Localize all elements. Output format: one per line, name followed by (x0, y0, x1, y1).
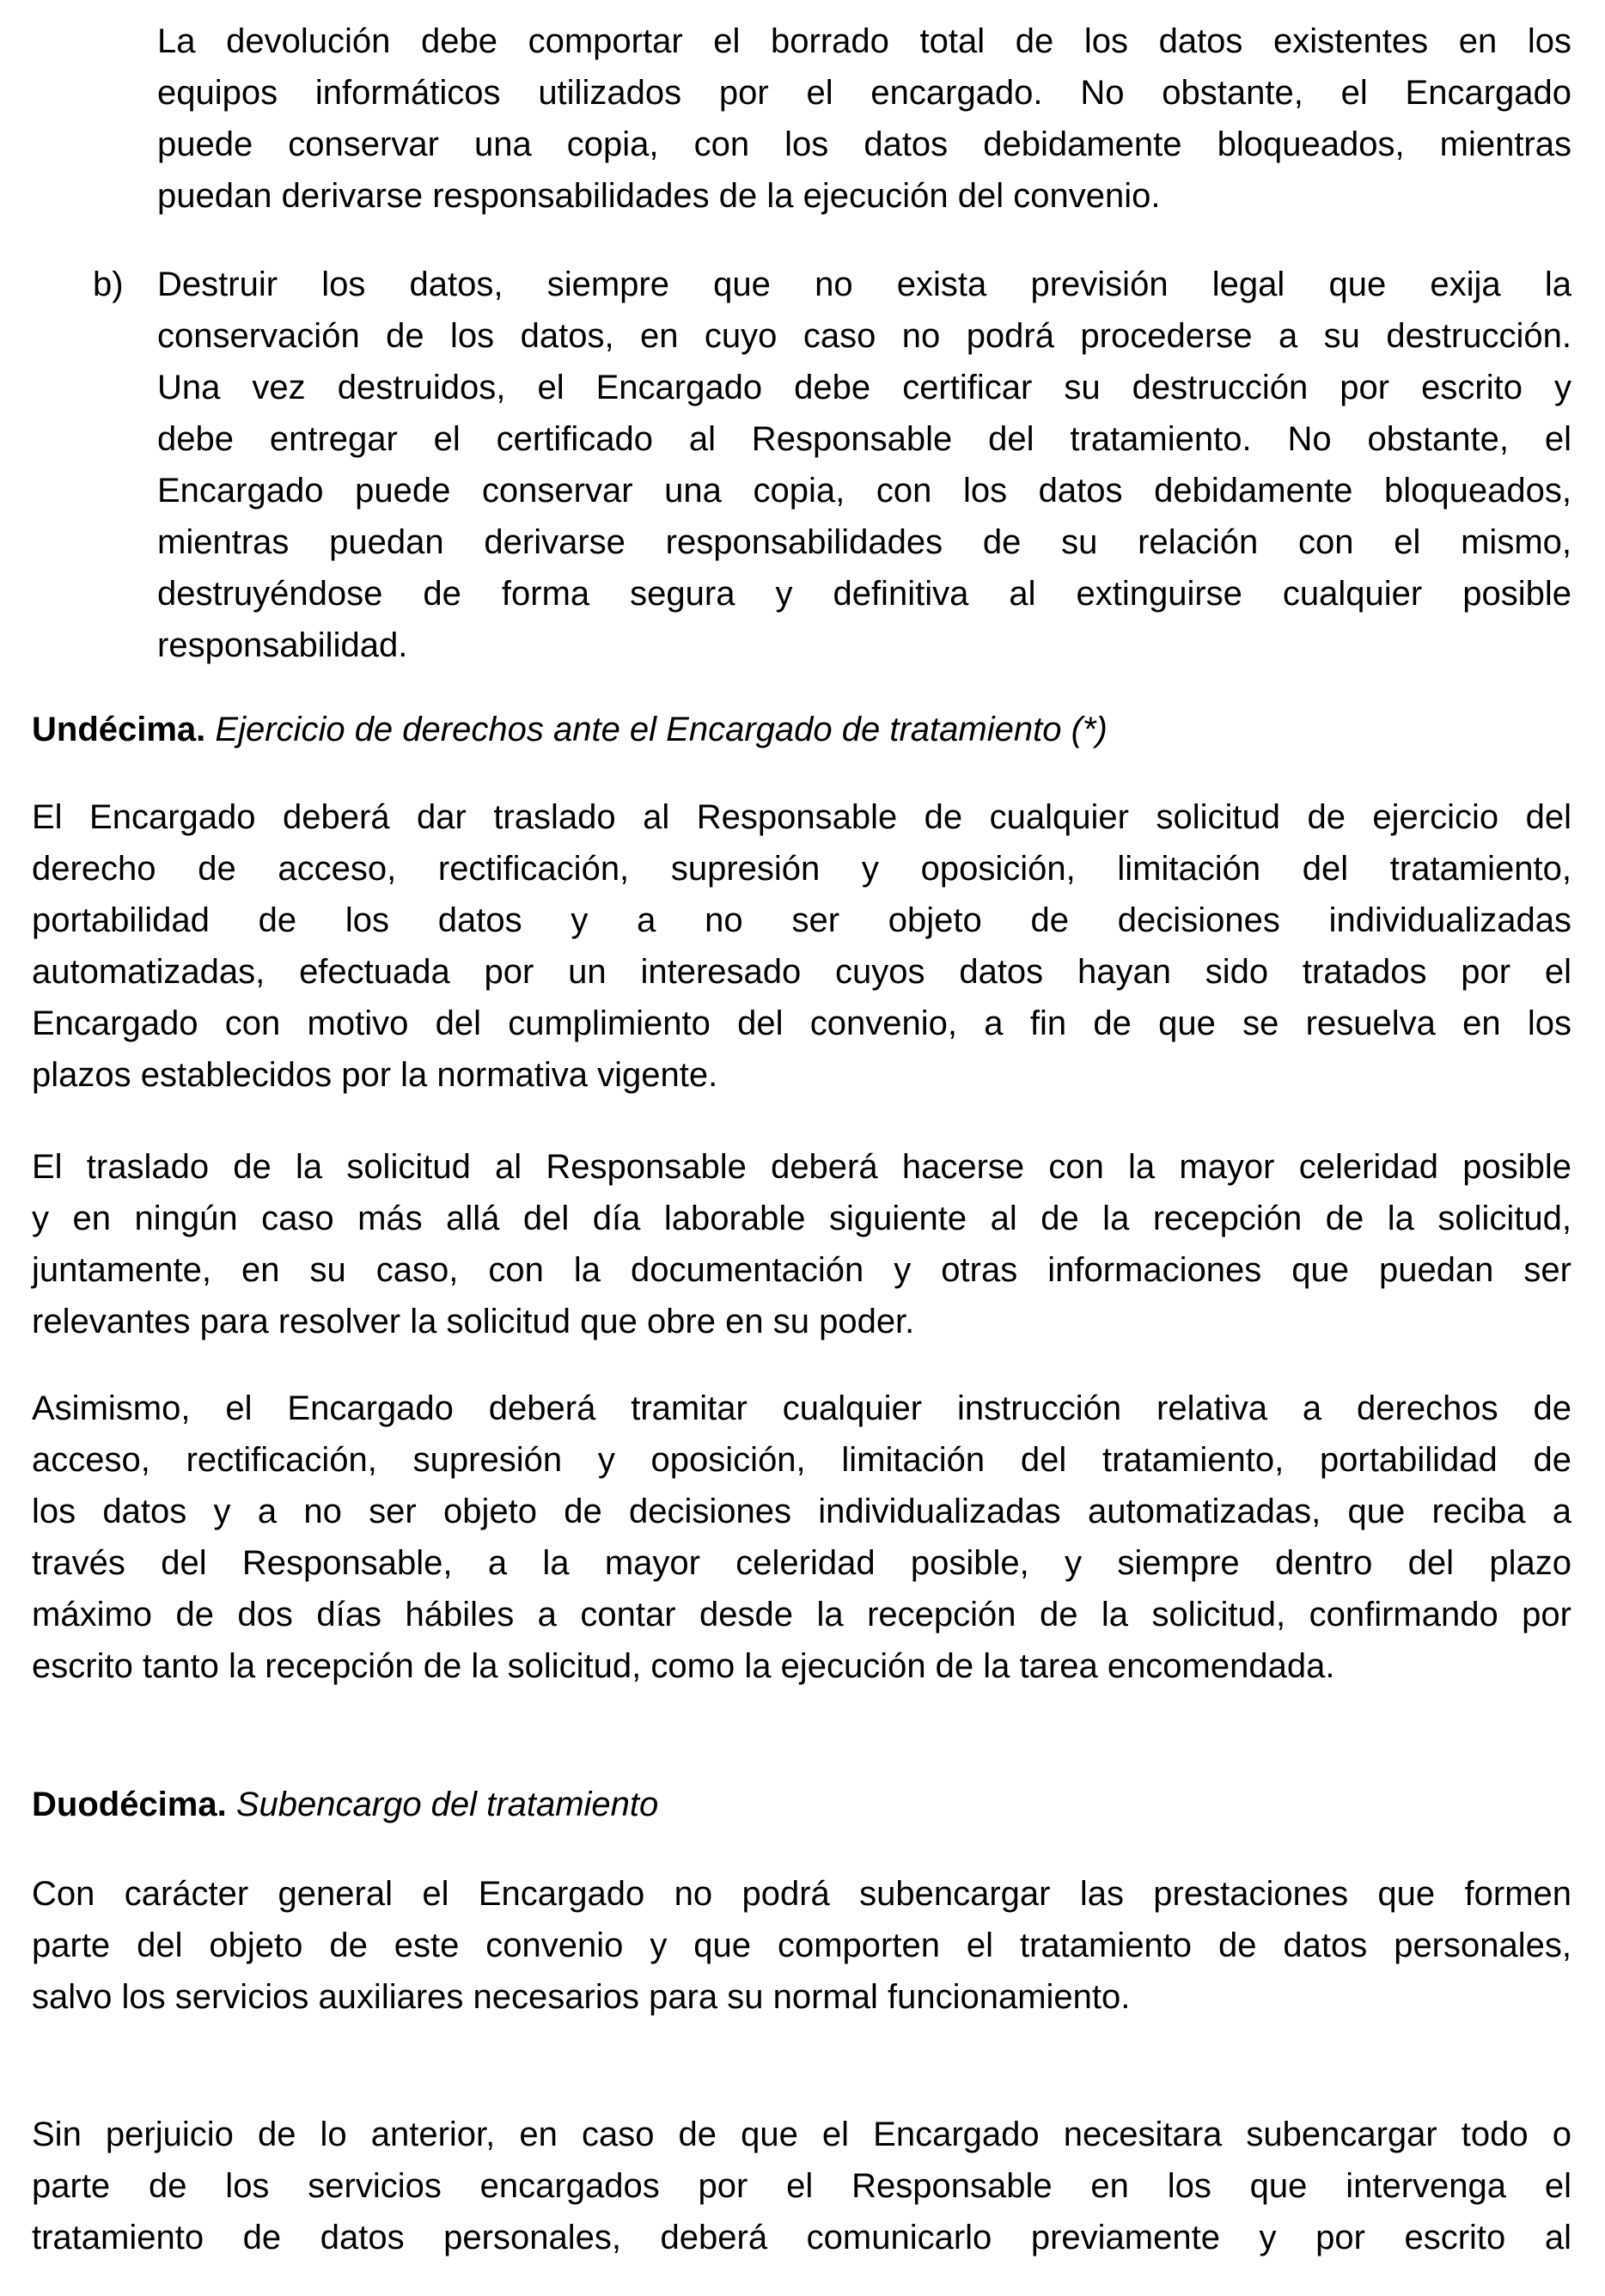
text-line: salvo los servicios auxiliares necesarios para su normal funcionamiento. (32, 1978, 1131, 2016)
text-line: y en ningún caso más allá del día laborable siguiente al de la recepción de la solicitud, (32, 1200, 1571, 1237)
text-line: parte de los servicios encargados por el Responsable en los que intervenga el (32, 2167, 1571, 2205)
text-line: equipos informáticos utilizados por el encargado. No obstante, el Encargado (157, 74, 1571, 112)
text-line: juntamente, en su caso, con la documentación y otras informaciones que puedan ser (32, 1251, 1571, 1289)
clause-11-paragraph-2 (32, 1141, 1571, 1347)
text-line: máximo de dos días hábiles a contar desde la recepción de la solicitud, confirmando por (32, 1596, 1571, 1633)
text-line: La devolución debe comportar el borrado total de los datos existentes en los (157, 22, 1571, 60)
text-line: parte del objeto de este convenio y que comporten el tratamiento de datos personales, (32, 1927, 1571, 1964)
text-line: relevantes para resolver la solicitud que obre en su poder. (32, 1303, 915, 1340)
clause-11-paragraph-1 (32, 791, 1571, 1101)
text-line: derecho de acceso, rectificación, supresión y oposición, limitación del tratamiento, (32, 850, 1571, 888)
text-line: Asimismo, el Encargado deberá tramitar cualquier instrucción relativa a derechos de (32, 1389, 1571, 1427)
text-line: mientras puedan derivarse responsabilidades de su relación con el mismo, (157, 523, 1571, 561)
text-line: Destruir los datos, siempre que no exista previsión legal que exija la (157, 266, 1571, 303)
clause-12-paragraph-1 (32, 1868, 1571, 2023)
text-line: destruyéndose de forma segura y definitiva al extinguirse cualquier posible (157, 575, 1571, 613)
clause-title: Subencargo del tratamiento (235, 1786, 659, 1823)
text-line: portabilidad de los datos y a no ser objeto de decisiones individualizadas (32, 901, 1571, 939)
text-line: los datos y a no ser objeto de decisiones individualizadas automatizadas, que reciba a (32, 1493, 1571, 1530)
clause-title: Ejercicio de derechos ante el Encargado de tratamiento (*) (215, 711, 1108, 748)
text-line: responsabilidad. (157, 626, 408, 664)
clause-number: Duodécima. (32, 1786, 227, 1823)
clause-12-heading (32, 1779, 1571, 1830)
text-line: automatizadas, efectuada por un interesado cuyos datos hayan sido tratados por el (32, 953, 1571, 991)
text-line: plazos establecidos por la normativa vigente. (32, 1056, 718, 1094)
text-line: conservación de los datos, en cuyo caso no podrá procederse a su destrucción. (157, 317, 1571, 355)
list-label-b: b) (93, 266, 124, 303)
text-line: puedan derivarse responsabilidades de la ejecución del convenio. (157, 177, 1161, 215)
text-line: El Encargado deberá dar traslado al Responsable de cualquier solicitud de ejercicio del (32, 798, 1571, 836)
clause-number: Undécima. (32, 711, 206, 748)
text-line: Encargado con motivo del cumplimiento del convenio, a fin de que se resuelva en los (32, 1004, 1571, 1042)
clause-11-paragraph-3 (32, 1383, 1571, 1692)
text-line: debe entregar el certificado al Responsable del tratamiento. No obstante, el (157, 420, 1571, 458)
list-item-b-destroy-data (157, 259, 1571, 671)
clause-11-heading (32, 704, 1571, 755)
text-line: tratamiento de datos personales, deberá comunicarlo previamente y por escrito al (32, 2219, 1571, 2256)
text-line: acceso, rectificación, supresión y oposición, limitación del tratamiento, portabilidad de (32, 1441, 1571, 1479)
paragraph-return-data (157, 15, 1571, 222)
text-line: través del Responsable, a la mayor celeridad posible, y siempre dentro del plazo (32, 1544, 1571, 1582)
text-line: Con carácter general el Encargado no podrá subencargar las prestaciones que formen (32, 1875, 1571, 1913)
text-line: escrito tanto la recepción de la solicitud, como la ejecución de la tarea encomendada. (32, 1647, 1335, 1685)
text-line: puede conservar una copia, con los datos debidamente bloqueados, mientras (157, 125, 1571, 163)
clause-12-paragraph-2 (32, 2109, 1571, 2263)
text-line: Sin perjuicio de lo anterior, en caso de que el Encargado necesitara subencargar todo o (32, 2116, 1571, 2153)
text-line: Encargado puede conservar una copia, con los datos debidamente bloqueados, (157, 472, 1571, 510)
text-line: Una vez destruidos, el Encargado debe certificar su destrucción por escrito y (157, 369, 1571, 406)
text-line: El traslado de la solicitud al Responsable deberá hacerse con la mayor celeridad posible (32, 1148, 1571, 1186)
